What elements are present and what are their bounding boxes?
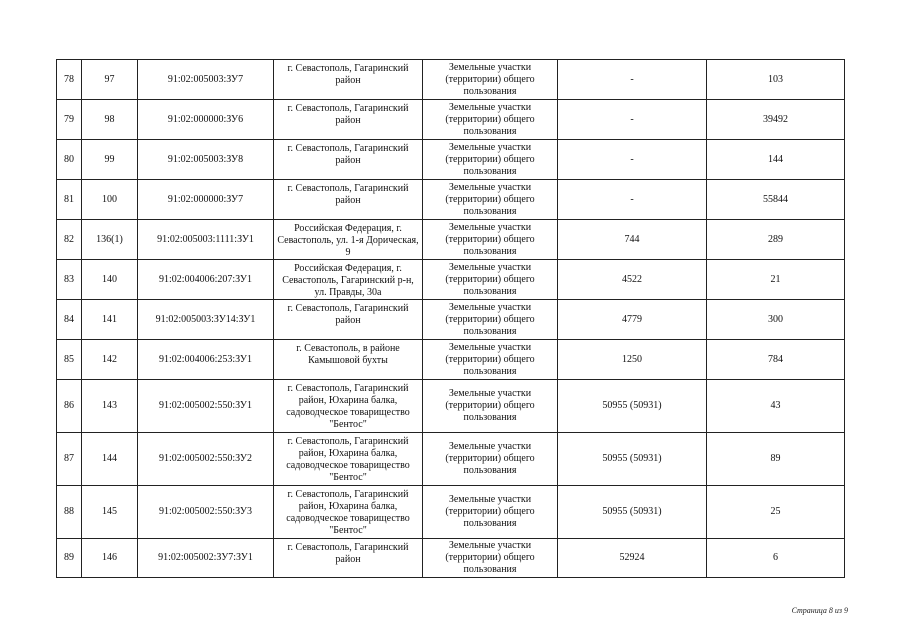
cadastral-number: 91:02:005002:550:ЗУ3 — [138, 486, 274, 539]
category-cell: Земельные участки (территории) общего пользования — [423, 220, 558, 260]
category-cell: Земельные участки (территории) общего пользования — [423, 100, 558, 140]
row-number: 79 — [57, 100, 82, 140]
location-cell: г. Севастополь, Гагаринский район, Юхарина балка, садоводческое товарищество "Бентос" — [274, 486, 423, 539]
cadastral-number: 91:02:004006:207:ЗУ1 — [138, 260, 274, 300]
area-original: 50955 (50931) — [558, 433, 707, 486]
cadastral-number: 91:02:000000:ЗУ6 — [138, 100, 274, 140]
area-formed: 39492 — [707, 100, 845, 140]
area-formed: 300 — [707, 300, 845, 340]
area-formed: 144 — [707, 140, 845, 180]
row-number: 82 — [57, 220, 82, 260]
cadastral-number: 91:02:005003:ЗУ8 — [138, 140, 274, 180]
parcel-number: 136(1) — [82, 220, 138, 260]
row-number: 89 — [57, 539, 82, 578]
location-cell: г. Севастополь, Гагаринский район — [274, 100, 423, 140]
table-row — [57, 220, 845, 260]
cadastral-number: 91:02:004006:253:ЗУ1 — [138, 340, 274, 380]
parcel-number: 140 — [82, 260, 138, 300]
table-row — [57, 260, 845, 300]
location-cell: г. Севастополь, Гагаринский район — [274, 300, 423, 340]
row-number: 78 — [57, 60, 82, 100]
category-cell: Земельные участки (территории) общего пользования — [423, 380, 558, 433]
area-original: 4779 — [558, 300, 707, 340]
parcel-number: 146 — [82, 539, 138, 578]
row-number: 87 — [57, 433, 82, 486]
area-formed: 55844 — [707, 180, 845, 220]
category-cell: Земельные участки (территории) общего пользования — [423, 486, 558, 539]
parcel-number: 98 — [82, 100, 138, 140]
row-number: 83 — [57, 260, 82, 300]
row-number: 84 — [57, 300, 82, 340]
cadastral-number: 91:02:005003:ЗУ7 — [138, 60, 274, 100]
land-registry-table — [56, 59, 845, 578]
area-original: - — [558, 140, 707, 180]
category-cell: Земельные участки (территории) общего пользования — [423, 140, 558, 180]
location-cell: г. Севастополь, в районе Камышовой бухты — [274, 340, 423, 380]
cadastral-number: 91:02:005003:1111:ЗУ1 — [138, 220, 274, 260]
table-row — [57, 433, 845, 486]
category-cell: Земельные участки (территории) общего пользования — [423, 433, 558, 486]
area-original: - — [558, 60, 707, 100]
area-original: 744 — [558, 220, 707, 260]
row-number: 81 — [57, 180, 82, 220]
table-row — [57, 380, 845, 433]
area-formed: 784 — [707, 340, 845, 380]
table-row — [57, 100, 845, 140]
area-original: 50955 (50931) — [558, 380, 707, 433]
parcel-number: 145 — [82, 486, 138, 539]
table-row — [57, 486, 845, 539]
area-formed: 289 — [707, 220, 845, 260]
parcel-number: 97 — [82, 60, 138, 100]
parcel-number: 143 — [82, 380, 138, 433]
area-formed: 25 — [707, 486, 845, 539]
table-row — [57, 180, 845, 220]
area-formed: 21 — [707, 260, 845, 300]
row-number: 80 — [57, 140, 82, 180]
area-formed: 89 — [707, 433, 845, 486]
table-row — [57, 60, 845, 100]
category-cell: Земельные участки (территории) общего пользования — [423, 340, 558, 380]
row-number: 86 — [57, 380, 82, 433]
parcel-number: 144 — [82, 433, 138, 486]
category-cell: Земельные участки (территории) общего пользования — [423, 300, 558, 340]
parcel-number: 142 — [82, 340, 138, 380]
location-cell: г. Севастополь, Гагаринский район — [274, 60, 423, 100]
area-formed: 43 — [707, 380, 845, 433]
area-formed: 103 — [707, 60, 845, 100]
category-cell: Земельные участки (территории) общего пользования — [423, 260, 558, 300]
category-cell: Земельные участки (территории) общего пользования — [423, 180, 558, 220]
row-number: 88 — [57, 486, 82, 539]
parcel-number: 141 — [82, 300, 138, 340]
location-cell: г. Севастополь, Гагаринский район, Юхарина балка, садоводческое товарищество "Бентос" — [274, 433, 423, 486]
row-number: 85 — [57, 340, 82, 380]
table-row — [57, 539, 845, 578]
location-cell: Российская Федерация, г. Севастополь, ул. 1-я Дорическая, 9 — [274, 220, 423, 260]
table-row — [57, 340, 845, 380]
cadastral-number: 91:02:005002:550:ЗУ1 — [138, 380, 274, 433]
location-cell: г. Севастополь, Гагаринский район, Юхарина балка, садоводческое товарищество "Бентос" — [274, 380, 423, 433]
table-row — [57, 140, 845, 180]
location-cell: г. Севастополь, Гагаринский район — [274, 180, 423, 220]
area-formed: 6 — [707, 539, 845, 578]
cadastral-number: 91:02:005002:550:ЗУ2 — [138, 433, 274, 486]
parcel-number: 99 — [82, 140, 138, 180]
area-original: 52924 — [558, 539, 707, 578]
table-row — [57, 300, 845, 340]
location-cell: Российская Федерация, г. Севастополь, Гагаринский р-н, ул. Правды, 30а — [274, 260, 423, 300]
cadastral-number: 91:02:000000:ЗУ7 — [138, 180, 274, 220]
area-original: 4522 — [558, 260, 707, 300]
area-original: - — [558, 100, 707, 140]
area-original: 50955 (50931) — [558, 486, 707, 539]
location-cell: г. Севастополь, Гагаринский район — [274, 140, 423, 180]
parcel-number: 100 — [82, 180, 138, 220]
location-cell: г. Севастополь, Гагаринский район — [274, 539, 423, 578]
cadastral-number: 91:02:005002:ЗУ7:ЗУ1 — [138, 539, 274, 578]
page-number: Страница 8 из 9 — [791, 606, 848, 615]
table-body — [57, 60, 845, 578]
area-original: - — [558, 180, 707, 220]
cadastral-number: 91:02:005003:ЗУ14:ЗУ1 — [138, 300, 274, 340]
area-original: 1250 — [558, 340, 707, 380]
category-cell: Земельные участки (территории) общего пользования — [423, 539, 558, 578]
category-cell: Земельные участки (территории) общего пользования — [423, 60, 558, 100]
